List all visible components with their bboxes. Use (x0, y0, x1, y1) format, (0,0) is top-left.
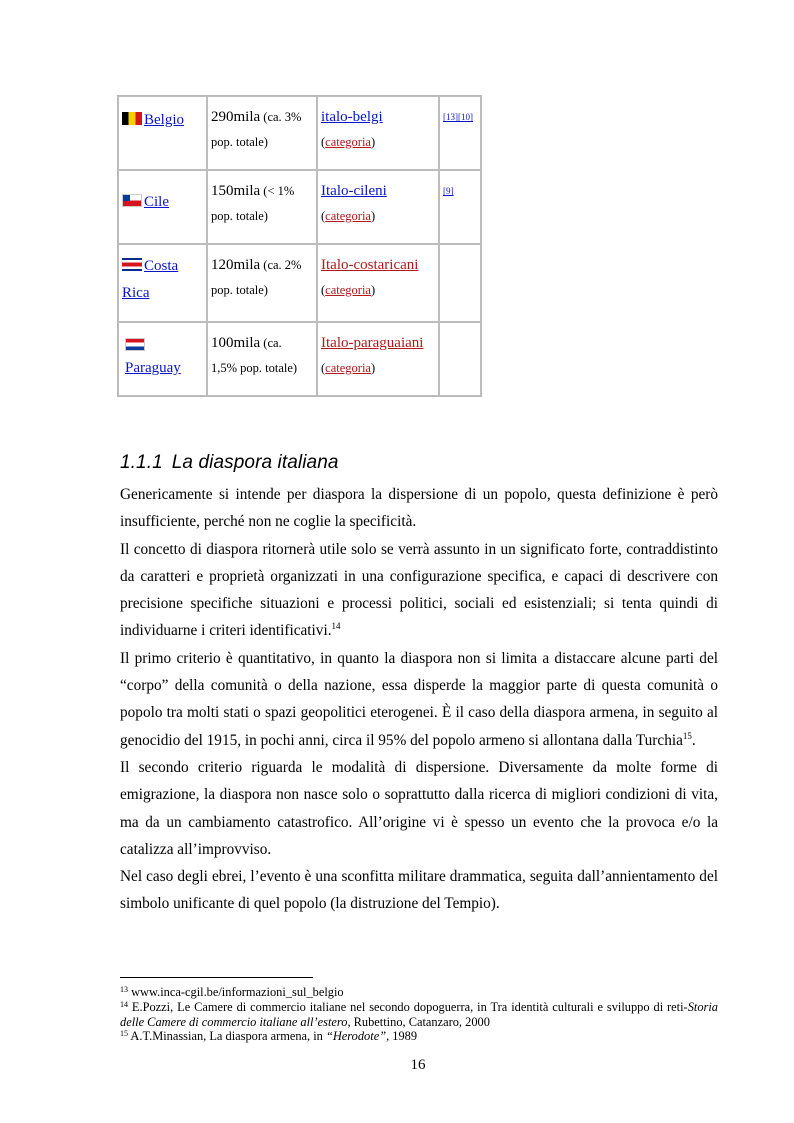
count-cell (207, 244, 317, 322)
country-cell (118, 244, 207, 322)
count-note-line2: pop. totale) (211, 135, 268, 149)
count-cell (207, 170, 317, 244)
count-note: (ca. 2% (260, 258, 302, 272)
flag-costa-rica-icon (122, 258, 142, 271)
count-value: 120mila (211, 257, 261, 273)
count-note-line2: pop. totale) (211, 283, 268, 297)
count-note: (ca. (260, 336, 282, 350)
group-link[interactable]: Italo-costaricani (321, 257, 419, 273)
group-link[interactable]: italo-belgi (321, 109, 383, 125)
country-link-paraguay[interactable]: Paraguay (125, 360, 181, 376)
footnote-14: $^{14}$ E.Pozzi, Le Camere di commercio italiane nel secondo dopoguerra, in Tra identità culturali e sviluppo di reti-Storia delle Camere di commercio italiane all’estero, Rubettino, Catanzaro, 2000 (120, 999, 718, 1029)
flag-belgium-icon (122, 112, 142, 125)
refs-cell (439, 244, 481, 322)
country-link-belgio[interactable]: Belgio (144, 112, 184, 128)
group-link[interactable]: Italo-paraguaiani (321, 335, 424, 351)
category-link[interactable]: categoria (325, 283, 371, 297)
flag-paraguay-icon (125, 338, 145, 351)
group-cell: italo-belgi (categoria) (317, 96, 439, 170)
footnote-15: $^{15}$ A.T.Minassian, La diaspora armena, in “Herodote”, 1989 (120, 1029, 418, 1044)
body-text (120, 481, 718, 918)
paragraph: Genericamente si intende per diaspora la dispersione di un popolo, questa definizione è però insufficiente, perché non ne coglie la specificità. (120, 486, 718, 531)
count-value: 290mila (211, 109, 261, 125)
group-link[interactable]: Italo-cileni (321, 183, 387, 199)
paragraph: Il secondo criterio riguarda le modalità di dispersione. Diversamente da molte forme di emigrazione, la diaspora non nasce solo o soprattutto dalla ricerca di migliori condizioni di vita, ma da un cambiamento catastrofico. All’origine vi è spesso un evento che la provoca e/o la catalizza all’improvviso. (120, 758, 718, 858)
footnotes (120, 985, 718, 1044)
emigration-table (117, 95, 482, 397)
section-heading (120, 452, 339, 474)
count-value: 150mila (211, 183, 261, 199)
ref-link[interactable]: [13][10] (443, 112, 473, 122)
paragraph: Il primo criterio è quantitativo, in quanto la diaspora non si limita a distaccare alcune parti del “corpo” della comunità o della nazione, essa disperde la maggior parte di questa comunità o popolo tra molti stati o spazi geopolitici eterogenei. È il caso della diaspora armena, in seguito al genocidio del 1915, in pochi anni, circa il 95% del popolo armeno si allontana dalla Turchia$^{15}$. (120, 649, 718, 749)
country-link-costa-rica[interactable]: Costa Rica (122, 258, 179, 301)
refs-cell (439, 322, 481, 396)
count-value: 100mila (211, 335, 261, 351)
category-link[interactable]: categoria (325, 209, 371, 223)
footnote-ref: 14 (331, 621, 341, 632)
footnote-divider (120, 977, 313, 978)
page-number: 16 (410, 1057, 426, 1073)
country-cell (118, 170, 207, 244)
table-row (118, 96, 481, 170)
count-note-line2: 1,5% pop. totale) (211, 361, 298, 375)
refs-cell (439, 96, 481, 170)
section-title: La diaspora italiana (171, 452, 339, 473)
country-cell (118, 96, 207, 170)
table-row (118, 244, 481, 322)
table-row (118, 322, 481, 396)
paragraph: Nel caso degli ebrei, l’evento è una sconfitta militare drammatica, seguita dall’annientamento del simbolo unificante di quel popolo (la distruzione del Tempio). (120, 868, 718, 913)
group-cell: Italo-paraguaiani (categoria) (317, 322, 439, 396)
count-note: (< 1% (260, 184, 295, 198)
ref-link[interactable]: [9] (443, 186, 454, 196)
group-cell: Italo-costaricani (categoria) (317, 244, 439, 322)
country-cell (118, 322, 207, 396)
group-cell: Italo-cileni (categoria) (317, 170, 439, 244)
category-link[interactable]: categoria (325, 135, 371, 149)
count-note-line2: pop. totale) (211, 209, 268, 223)
section-number: 1.1.1 (120, 452, 163, 473)
paragraph: Il concetto di diaspora ritornerà utile solo se verrà assunto in un significato forte, contraddistinto da caratteri e proprietà organizzati in una configurazione specifica, e capaci di descrivere con precisione specifiche situazioni e processi politici, sociali ed esistenziali; si tenta quindi di individuarne i criteri identificativi.$^{14}$ (120, 540, 718, 640)
country-link-cile[interactable]: Cile (144, 194, 169, 210)
count-cell (207, 96, 317, 170)
footnote-13: $^{13}$ www.inca-cgil.be/informazioni_sul_belgio (120, 985, 344, 999)
count-note: (ca. 3% (260, 110, 302, 124)
table-row (118, 170, 481, 244)
category-link[interactable]: categoria (325, 361, 371, 375)
refs-cell (439, 170, 481, 244)
count-cell (207, 322, 317, 396)
footnote-ref: 15 (682, 730, 692, 741)
flag-chile-icon (122, 194, 142, 207)
